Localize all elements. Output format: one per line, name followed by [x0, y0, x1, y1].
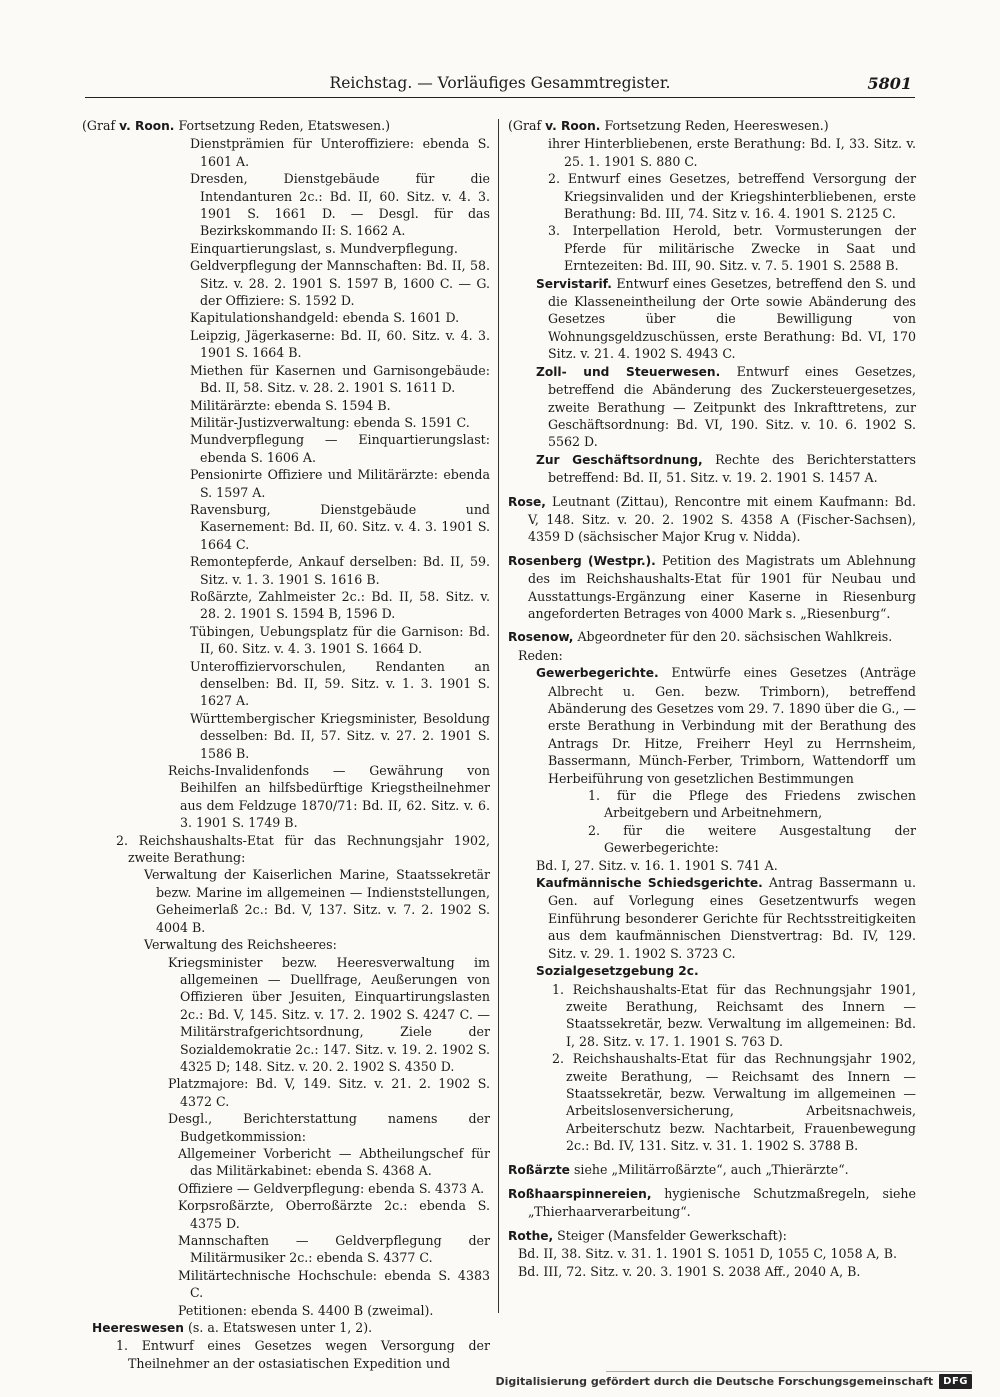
- entry-text: ihrer Hinterbliebenen, erste Berathung: Bd. I, 33. Sitz. v. 25. 1. 1901 S. 880 C.: [548, 136, 916, 169]
- entry-text: Unteroffiziervorschulen, Rendanten an denselben: Bd. II, 59. Sitz. v. 1. 3. 1901 S. 1627 A.: [190, 658, 490, 709]
- index-entry: [82, 309, 490, 326]
- entry-text: Leipzig, Jägerkaserne: Bd. II, 60. Sitz. v. 4. 3. 1901 S. 1664 B.: [190, 327, 490, 361]
- entry-text: 2. Entwurf eines Gesetzes, betreffend Versorgung der Kriegsinvaliden und der Kriegshinterbliebenen, erste Berathung: Bd. III, 74. Sitz v. 16. 4. 1901 S. 2125 C.: [548, 171, 916, 222]
- column-divider: [498, 119, 499, 1313]
- index-entry: [508, 628, 916, 646]
- entry-text: Einquartierungslast, s. Mundverpflegung.: [190, 240, 458, 256]
- entry-prefix: (Graf: [508, 118, 546, 133]
- entry-text: 2. für die weitere Ausgestaltung der Gewerbegerichte:: [588, 822, 916, 856]
- index-entry: [508, 170, 916, 222]
- entry-text: Allgemeiner Vorbericht — Abtheilungschef für das Militärkabinet: ebenda S. 4368 A.: [178, 1145, 490, 1179]
- entry-text: 3. Interpellation Herold, betr. Vormusterungen der Pferde für militärische Zwecke in Saat und Erntezeiten: Bd. III, 90. Sitz. v. 7. 5. 1901 S. 2588 B.: [548, 223, 916, 274]
- dfg-logo: DFG: [939, 1374, 972, 1389]
- entry-text: Militär-Justizverwaltung: ebenda S. 1591 C.: [190, 414, 470, 430]
- entry-text: Militärtechnische Hochschule: ebenda S. 4383 C.: [178, 1267, 490, 1301]
- index-entry: [82, 710, 490, 762]
- entry-text: Militärärzte: ebenda S. 1594 B.: [190, 397, 391, 413]
- right-column: [508, 117, 916, 1280]
- entry-heading: Zur Geschäftsordnung,: [536, 452, 703, 467]
- page-number: 5801: [867, 74, 912, 93]
- index-entry: [508, 493, 916, 546]
- index-entry: [508, 1050, 916, 1154]
- entry-text: 1. Reichshaushalts-Etat für das Rechnungsjahr 1901, zweite Berathung, Reichsamt des Innern — Staatssekretär, bezw. Verwaltung im allgemeinen: Bd. I, 28. Sitz. v. 17. 1. 1901 S. 763 D.: [552, 981, 916, 1049]
- entry-text: Reichs-Invalidenfonds — Gewährung von Beihilfen an hilfsbedürftige Kriegstheilnehmer aus dem Feldzuge 1870/71: Bd. II, 62. Sitz. v. 6. 3. 1901 S. 1749 B.: [168, 763, 490, 831]
- index-entry: [508, 787, 916, 822]
- entry-text: Rechte des Berichterstatters betreffend: Bd. II, 51. Sitz. v. 19. 2. 1901 S. 1457 A.: [548, 451, 916, 486]
- header-rule: [85, 97, 915, 98]
- entry-text: Württembergischer Kriegsminister, Besoldung desselben: Bd. II, 57. Sitz. v. 27. 2. 1901 S. 1586 B.: [190, 710, 490, 761]
- index-entry: [82, 658, 490, 710]
- entry-heading: Servistarif.: [536, 276, 612, 291]
- index-entry: [508, 874, 916, 962]
- entry-text: Geldverpflegung der Mannschaften: Bd. II, 58. Sitz. v. 28. 2. 1901 S. 1597 B, 1600 C. — G. der Offiziere: S. 1592 D.: [190, 258, 490, 309]
- index-entry: [508, 857, 916, 874]
- entry-text: Remontepferde, Ankauf derselben: Bd. II, 59. Sitz. v. 1. 3. 1901 S. 1616 B.: [190, 554, 490, 587]
- entry-heading: Roßärzte: [508, 1162, 570, 1177]
- index-entry: [82, 553, 490, 588]
- index-entry: [82, 588, 490, 623]
- entry-heading: Kaufmännische Schiedsgerichte.: [536, 876, 763, 891]
- index-entry: [82, 170, 490, 240]
- index-entry: [82, 1180, 490, 1197]
- entry-text: Abgeordneter für den 20. sächsischen Wahlkreis.: [573, 629, 893, 645]
- index-entry: [82, 362, 490, 397]
- entry-text: Fortsetzung Reden, Etatswesen.): [174, 118, 391, 133]
- index-entry: [82, 414, 490, 431]
- entry-heading: Gewerbegerichte.: [536, 666, 659, 681]
- index-entry: [82, 1110, 490, 1145]
- index-entry: [82, 1197, 490, 1232]
- index-entry: [508, 647, 916, 664]
- index-entry: [508, 222, 916, 274]
- entry-heading: Rothe,: [508, 1228, 554, 1243]
- entry-text: hygienische Schutzmaßregeln, siehe „Thierhaarverarbeitung“.: [528, 1185, 916, 1220]
- index-entry: [82, 762, 490, 832]
- entry-text: Mundverpflegung — Einquartierungslast: ebenda S. 1606 A.: [190, 432, 490, 465]
- entry-text: Leutnant (Zittau), Rencontre mit einem Kaufmann: Bd. V, 148. Sitz. v. 20. 2. 1902 S. 4358 A (Fischer-Sachsen), 4359 D (sächsischer Major Krug v. Nidda).: [528, 493, 916, 545]
- entry-heading: Zoll- und Steuerwesen.: [536, 364, 721, 379]
- entry-text: Dresden, Dienstgebäude für die Intendanturen 2c.: Bd. II, 60. Sitz. v. 4. 3. 1901 S. 1661 D. — Desgl. für das Bezirkskommando II: S. 1662 A.: [190, 171, 490, 239]
- index-entry: [508, 962, 916, 980]
- index-entry: [82, 240, 490, 257]
- entry-text: 1. Entwurf eines Gesetzes wegen Versorgung der Theilnehmer an der ostasiatischen Expedition und: [116, 1338, 490, 1371]
- index-entry: [82, 117, 490, 135]
- entry-text: Verwaltung der Kaiserlichen Marine, Staatssekretär bezw. Marine im allgemeinen — Indienststellungen, Geheimerlaß 2c.: Bd. V, 137. Sitz. v. 7. 2. 1902 S. 4004 B.: [144, 867, 490, 935]
- index-entry: [82, 257, 490, 309]
- entry-heading: Heereswesen: [92, 1321, 184, 1336]
- entry-text: Mannschaften — Geldverpflegung der Militärmusiker 2c.: ebenda S. 4377 C.: [178, 1233, 490, 1266]
- index-entry: [508, 451, 916, 487]
- index-entry: [508, 1227, 916, 1245]
- index-entry: [508, 363, 916, 451]
- entry-text: Antrag Bassermann u. Gen. auf Vorlegung eines Gesetzentwurfs wegen Einführung besonderer Gerichte für Rechtsstreitigkeiten aus dem kaufmännischen Dienstvertrag: Bd. IV, 129. Sitz. v. 29. 1. 1902 S. 3723 C.: [548, 875, 916, 961]
- index-entry: [508, 1245, 916, 1262]
- entry-text: Verwaltung des Reichsheeres:: [144, 937, 337, 953]
- entry-text: (s. a. Etatswesen unter 1, 2).: [183, 1320, 373, 1336]
- entry-text: Fortsetzung Reden, Heereswesen.): [600, 118, 829, 133]
- index-entry: [82, 866, 490, 936]
- index-entry: [508, 135, 916, 170]
- entry-heading: Sozialgesetzgebung 2c.: [536, 964, 699, 979]
- entry-text: Tübingen, Uebungsplatz für die Garnison: Bd. II, 60. Sitz. v. 4. 3. 1901 S. 1664 D.: [190, 623, 490, 657]
- index-entry: [508, 1263, 916, 1280]
- index-entry: [508, 981, 916, 1051]
- index-entry: [82, 501, 490, 553]
- entry-text: Kapitulationshandgeld: ebenda S. 1601 D.: [190, 310, 460, 326]
- entry-text: Reden:: [518, 647, 563, 663]
- entry-text: Petitionen: ebenda S. 4400 B (zweimal).: [178, 1302, 434, 1318]
- index-entry: [82, 1075, 490, 1110]
- index-entry: [508, 552, 916, 623]
- entry-text: Bd. III, 72. Sitz. v. 20. 3. 1901 S. 2038 Aff., 2040 A, B.: [518, 1263, 861, 1279]
- index-entry: [508, 275, 916, 363]
- entry-text: Miethen für Kasernen und Garnisongebäude: Bd. II, 58. Sitz. v. 28. 2. 1901 S. 1611 D.: [190, 362, 490, 396]
- entry-heading: Rosenberg (Westpr.).: [508, 553, 656, 568]
- index-entry: [82, 466, 490, 501]
- entry-heading: Roßhaarspinnereien,: [508, 1186, 652, 1201]
- left-column: [82, 117, 490, 1372]
- index-entry: [508, 117, 916, 135]
- entry-text: Kriegsminister bezw. Heeresverwaltung im allgemeinen — Duellfrage, Aeußerungen von Offizieren über Jesuiten, Einquartirungslasten 2c.: Bd. V, 145. Sitz. v. 17. 2. 1902 S. 4247 C. — Militärstrafgerichtsordnung, Ziele der Sozialdemokratie 2c.: 147. Sitz. v. 19. 2. 1902 S. 4325 D; 148. Sitz. v. 20. 2. 1902 S. 4350 D.: [168, 954, 490, 1074]
- entry-text: 2. Reichshaushalts-Etat für das Rechnungsjahr 1902, zweite Berathung, — Reichsamt des Innern — Staatssekretär, bezw. Verwaltung im allgemeinen — Arbeitslosenversicherung, Arbeitsnachweis, Arbeiterschutz bezw. Nachtarbeit, Frauenbewegung 2c.: Bd. IV, 131. Sitz. v. 31. 1. 1902 S. 3788 B.: [552, 1051, 916, 1154]
- index-entry: [82, 431, 490, 466]
- entry-prefix: (Graf: [82, 118, 120, 133]
- index-entry: [82, 623, 490, 658]
- footer-credit: [495, 1374, 972, 1389]
- index-entry: [82, 1337, 490, 1372]
- index-entry: [82, 1145, 490, 1180]
- entry-text: Bd. II, 38. Sitz. v. 31. 1. 1901 S. 1051 D, 1055 C, 1058 A, B.: [518, 1246, 897, 1262]
- entry-text: 2. Reichshaushalts-Etat für das Rechnungsjahr 1902, zweite Berathung:: [116, 832, 490, 866]
- entry-text: Korpsroßärzte, Oberroßärzte 2c.: ebenda S. 4375 D.: [178, 1198, 490, 1231]
- entry-text: Steiger (Mansfelder Gewerkschaft):: [553, 1227, 787, 1243]
- index-entry: [82, 832, 490, 867]
- entry-heading: Rosenow,: [508, 630, 574, 645]
- index-entry: [82, 1267, 490, 1302]
- entry-text: Entwürfe eines Gesetzes (Anträge Albrecht u. Gen. bezw. Trimborn), betreffend Abänderung des Gesetzes vom 29. 7. 1890 über die G., — erste Berathung in Verbindung mit der Berathung des Antrags Dr. Hitze, Freiherr Heyl zu Herrnsheim, Bassermann, Münch-Ferber, Trimborn, Wattendorff um Herbeiführung von gesetzlichen Bestimmungen: [548, 665, 916, 786]
- entry-text: Dienstprämien für Unteroffiziere: ebenda S. 1601 A.: [190, 136, 490, 169]
- entry-text: Entwurf eines Gesetzes, betreffend den S. und die Klasseneintheilung der Orte sowie Abänderung des Gesetzes über die Bewilligung von Wohnungsgeldzuschüssen, erste Berathung: Bd. VI, 170 Sitz. v. 21. 4. 1902 S. 4943 C.: [548, 275, 916, 362]
- entry-text: siehe „Militärroßärzte“, auch „Thierärzte“.: [569, 1161, 849, 1177]
- index-entry: [82, 135, 490, 170]
- footer-rule: [606, 1371, 972, 1372]
- index-entry: [508, 1185, 916, 1221]
- entry-heading: v. Roon.: [119, 119, 175, 133]
- entry-text: Petition des Magistrats um Ablehnung des im Reichshaushalts-Etat für 1901 für Neubau und Ausstattungs-Ergänzung einer Kaserne in Riesenburg angeforderten Betrages von 4000 Mark s. „Riesenburg“.: [528, 552, 916, 621]
- index-entry: [82, 1319, 490, 1337]
- entry-text: Desgl., Berichterstattung namens der Budgetkommission:: [168, 1111, 490, 1144]
- entry-text: Bd. I, 27. Sitz. v. 16. 1. 1901 S. 741 A.: [536, 857, 778, 873]
- credit-text: Digitalisierung gefördert durch die Deutsche Forschungsgemeinschaft: [495, 1375, 934, 1388]
- entry-text: Ravensburg, Dienstgebäude und Kasernement: Bd. II, 60. Sitz. v. 4. 3. 1901 S. 1664 C.: [190, 501, 490, 552]
- entry-text: Platzmajore: Bd. V, 149. Sitz. v. 21. 2. 1902 S. 4372 C.: [168, 1076, 490, 1109]
- index-entry: [508, 822, 916, 857]
- entry-text: Entwurf eines Gesetzes, betreffend die Abänderung des Zuckersteuergesetzes, zweite Berathung — Zeitpunkt des Inkrafttretens, zur Geschäftsordnung: Bd. VI, 190. Sitz. v. 10. 6. 1902 S. 5562 D.: [548, 363, 916, 450]
- index-entry: [82, 936, 490, 953]
- entry-text: 1. für die Pflege des Friedens zwischen Arbeitgebern und Arbeitnehmern,: [588, 788, 916, 821]
- index-entry: [82, 1232, 490, 1267]
- entry-text: Pensionirte Offiziere und Militärärzte: ebenda S. 1597 A.: [190, 467, 490, 500]
- index-entry: [82, 397, 490, 414]
- index-entry: [82, 954, 490, 1076]
- entry-heading: Rose,: [508, 494, 546, 509]
- index-entry: [82, 327, 490, 362]
- entry-text: Offiziere — Geldverpflegung: ebenda S. 4373 A.: [178, 1180, 485, 1196]
- entry-text: Roßärzte, Zahlmeister 2c.: Bd. II, 58. Sitz. v. 28. 2. 1901 S. 1594 B, 1596 D.: [190, 588, 490, 622]
- index-entry: [508, 1161, 916, 1179]
- index-entry: [508, 664, 916, 787]
- entry-heading: v. Roon.: [545, 119, 601, 133]
- index-entry: [82, 1302, 490, 1319]
- running-title: Reichstag. — Vorläufiges Gesammtregister.: [329, 74, 671, 92]
